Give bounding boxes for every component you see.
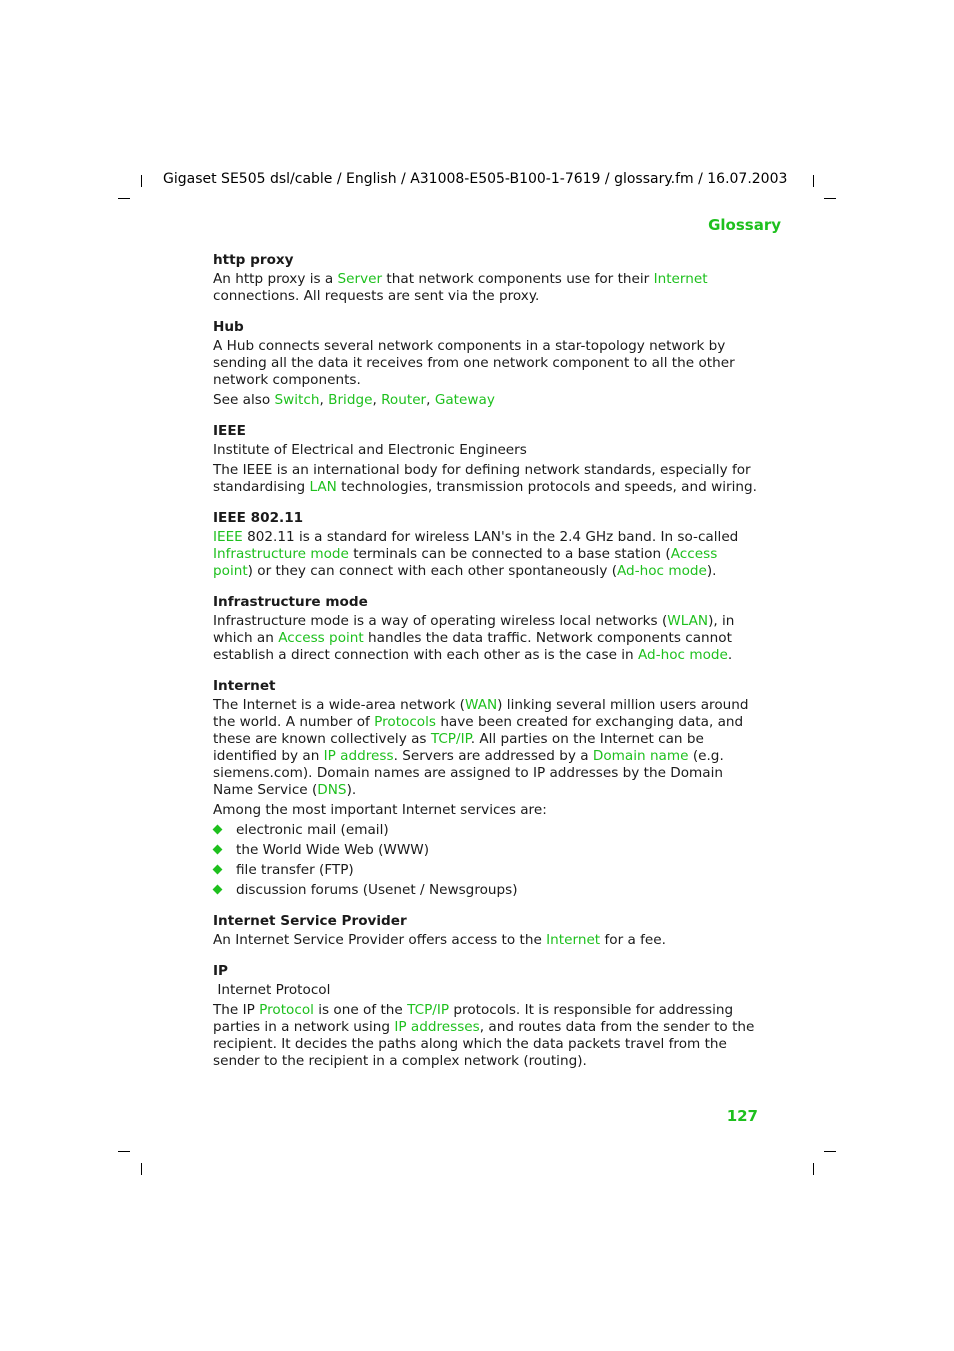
link-internet[interactable]: Internet: [546, 932, 601, 948]
link-tcp-ip[interactable]: TCP/IP: [407, 1002, 450, 1018]
definition-ieee-80211: IEEE 802.11 is a standard for wireless LAN's in the 2.4 GHz band. In so-called Infrastructure mode terminals can be connected to a base station (Access point) or they can connect with each other spontaneously (Ad-hoc mode).: [213, 529, 739, 579]
link-tcp-ip[interactable]: TCP/IP: [430, 731, 471, 747]
link-protocol[interactable]: Protocol: [259, 1002, 314, 1018]
crop-mark-bottom-left: [141, 1163, 142, 1175]
bullet-diamond-icon: [213, 885, 223, 895]
definition-ieee: The IEEE is an international body for defining network standards, especially for standardising LAN technologies, transmission protocols and speeds, and wiring.: [213, 462, 757, 495]
definition-http-proxy: An http proxy is a Server that network components use for their Internet connections. All requests are sent via the proxy.: [213, 271, 708, 304]
link-infrastructure-mode[interactable]: Infrastructure mode: [213, 546, 349, 562]
link-protocols[interactable]: Protocols: [374, 714, 436, 730]
term-hub: Hub: [213, 319, 244, 335]
link-router[interactable]: Router: [381, 392, 427, 408]
list-item: file transfer (FTP): [213, 862, 758, 879]
definition-hub: A Hub connects several network components in a star-topology network by sending all the data it receives from one network component to all the other network components.: [213, 338, 735, 388]
term-ieee: IEEE: [213, 423, 246, 439]
definition-infrastructure-mode: Infrastructure mode is a way of operating wireless local networks (WLAN), in which an Access point handles the data traffic. Network components cannot establish a direct connection with each other as is the case in Ad-hoc mode.: [213, 613, 735, 663]
link-ad-hoc-mode[interactable]: Ad-hoc mode: [638, 647, 728, 663]
definition-internet-service-provider: An Internet Service Provider offers access to the Internet for a fee.: [213, 932, 666, 948]
glossary-content: [213, 252, 758, 1073]
crop-mark-top-right-h: [824, 198, 836, 199]
crop-mark-top-left-h: [118, 198, 130, 199]
link-ip-addresses[interactable]: IP addresses: [394, 1019, 480, 1035]
link-wlan[interactable]: WLAN: [667, 613, 709, 629]
crop-mark-top-right: [813, 175, 814, 187]
link-dns[interactable]: DNS: [317, 782, 347, 798]
link-bridge[interactable]: Bridge: [328, 392, 373, 408]
see-also-hub: See also Switch, Bridge, Router, Gateway: [213, 392, 495, 408]
term-internet: Internet: [213, 678, 276, 694]
bullet-diamond-icon: [213, 845, 223, 855]
term-http-proxy: http proxy: [213, 252, 294, 268]
expansion-ieee: Institute of Electrical and Electronic Engineers: [213, 442, 527, 458]
definition-ip: The IP Protocol is one of the TCP/IP protocols. It is responsible for addressing parties in a network using IP addresses, and routes data from the sender to the recipient. It decides the paths along which the data packets travel from the sender to the recipient in a complex network (routing).: [213, 1002, 755, 1069]
link-domain-name[interactable]: Domain name: [592, 748, 689, 764]
crop-mark-bottom-left-h: [118, 1151, 130, 1152]
link-ad-hoc-mode[interactable]: Ad-hoc mode: [617, 563, 707, 579]
bullet-diamond-icon: [213, 865, 223, 875]
link-access-point[interactable]: Access point: [278, 630, 364, 646]
definition-internet: The Internet is a wide-area network (WAN) linking several million users around the world. A number of Protocols have been created for exchanging data, and these are known collectively as TCP/IP. All parties on the Internet can be identified by an IP address. Servers are addressed by a Domain name (e.g. siemens.com). Domain names are assigned to IP addresses by the Domain Name Service (DNS).: [213, 697, 749, 798]
link-access-point[interactable]: Access point: [213, 546, 718, 579]
page-number: 127: [726, 1107, 758, 1125]
link-internet[interactable]: Internet: [653, 271, 708, 287]
term-ieee-80211: IEEE 802.11: [213, 510, 304, 526]
link-server[interactable]: Server: [337, 271, 383, 287]
list-item: electronic mail (email): [213, 822, 758, 839]
document-header: Gigaset SE505 dsl/cable / English / A31008-E505-B100-1-7619 / glossary.fm / 16.07.2003: [163, 171, 788, 187]
crop-mark-bottom-right-h: [824, 1151, 836, 1152]
section-title: Glossary: [708, 216, 781, 234]
crop-mark-bottom-right: [813, 1163, 814, 1175]
expansion-ip: Internet Protocol: [213, 982, 331, 998]
bullet-diamond-icon: [213, 825, 223, 835]
term-internet-service-provider: Internet Service Provider: [213, 913, 407, 929]
internet-services-list: [213, 822, 758, 899]
term-ip: IP: [213, 963, 229, 979]
link-gateway[interactable]: Gateway: [434, 392, 495, 408]
link-ieee[interactable]: IEEE: [213, 529, 243, 545]
link-switch[interactable]: Switch: [274, 392, 320, 408]
link-wan[interactable]: WAN: [465, 697, 498, 713]
list-item: discussion forums (Usenet / Newsgroups): [213, 882, 758, 899]
list-item: the World Wide Web (WWW): [213, 842, 758, 859]
link-ip-address[interactable]: IP address: [323, 748, 394, 764]
crop-mark-top-left: [141, 175, 142, 187]
term-infrastructure-mode: Infrastructure mode: [213, 594, 368, 610]
internet-services-intro: Among the most important Internet services are:: [213, 802, 547, 818]
link-lan[interactable]: LAN: [309, 479, 337, 495]
